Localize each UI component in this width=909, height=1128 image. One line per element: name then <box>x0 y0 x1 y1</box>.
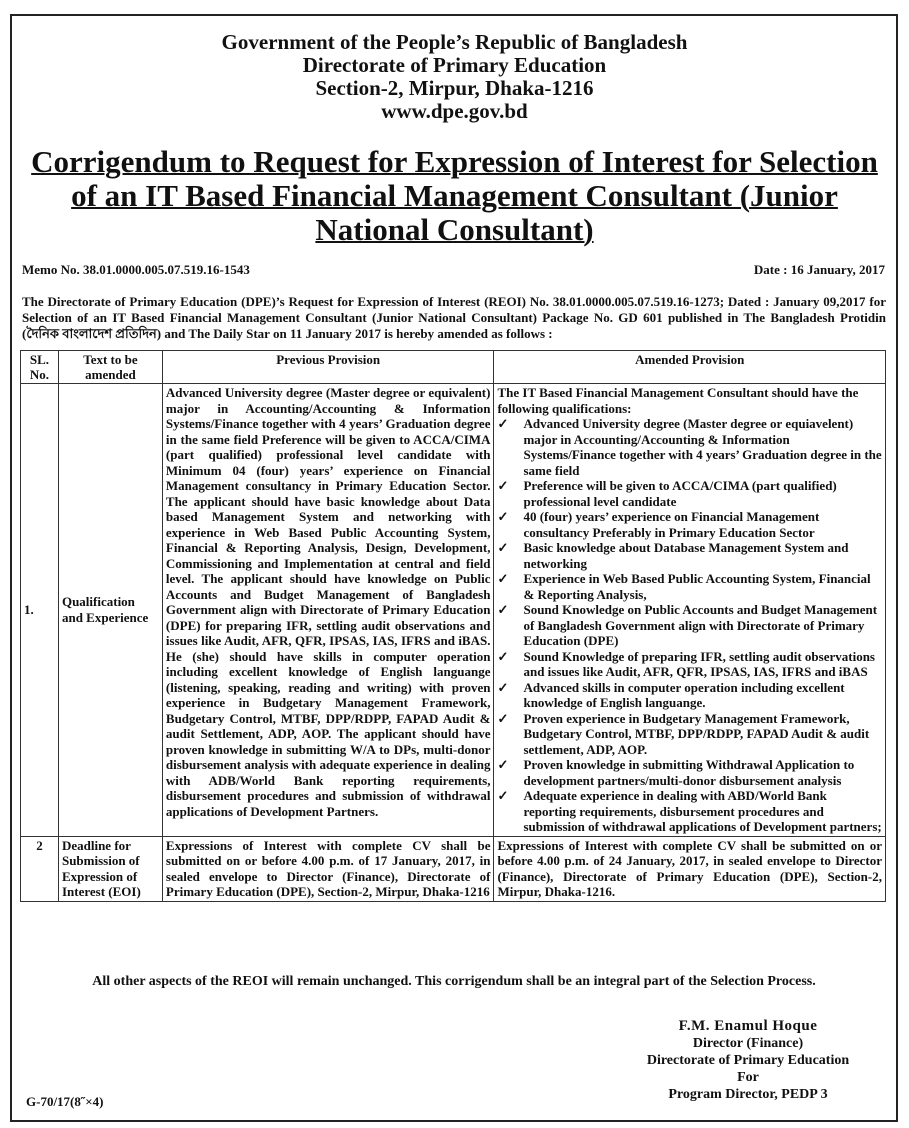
checkmark-icon: ✓ <box>497 648 509 664</box>
amended-item-text: Preference will be given to ACCA/CIMA (part qualified) professional level candidate <box>523 478 837 509</box>
row1-previous: Advanced University degree (Master degree or equivalent) major in Accounting/Accounting & Information Systems/Finance together with 4 years’ Graduation degree in the same field Preference will be given to ACCA/CIMA (part qualified) professional level candidate with Minimum 04 (four) years’ experience on Financial Management consultancy in Primary Education Sector. The applicant should have basic knowledge about Data based Management System and networking with experience in Web Based Public Accounting System, Financial & Reporting Analysis, Design, Development, Commissioning and Implementation at central and field level. The applicant should have knowledge on Public Accounts and Budget Management of Bangladesh Government align with Directorate of Primary Education (DPE) for preparing IFR, settling audit observations and issues like Audit, AFR, QFR, IPSAS, IAS, IFRS and iBAS. He (she) should have skills in computer operation including excellent knowledge of English languange (listening, speaking, reading and writing) with proven experience in Budgetary Management Framework, Budgetary Control, MTBF, DPP/RDPP, FAPAD Audit & audit Settlement, ADP, AOP. The applicant should have proven knowledge in submitting W/A to DPs, multi-donor disbursement analysis with adequate experience in dealing with ADB/World Bank reporting requirements, disbursement procedures and submission of withdrawal applications of Development Partners. <box>162 384 494 837</box>
intro-paragraph: The Directorate of Primary Education (DPE)’s Request for Expression of Interest (REOI) No. 38.01.0000.005.07.519.16-1273; Dated : January 09,2017 for Selection of an IT Based Financial Management Consultant (Junior National Consultant) Package No. GD 601 published in The Bangladesh Protidin (দৈনিক বাংলাদেশ প্রতিদিন) and The Daily Star on 11 January 2017 is hereby amended as follows : <box>22 294 886 341</box>
signatory-name: F.M. Enamul Hoque <box>678 1018 818 1034</box>
address-heading: Section-2, Mirpur, Dhaka-1216 <box>315 76 594 100</box>
amended-list-item <box>497 540 882 571</box>
checkmark-icon: ✓ <box>497 571 509 586</box>
row2-previous: Expressions of Interest with complete CV shall be submitted on or before 4.00 p.m. of 17 January, 2017, in sealed envelope to Director (Finance), Directorate of Primary Education (DPE), Section-2, Mirpur, Dhaka-1216 <box>162 836 494 901</box>
row2-text: Deadline for Submission of Expression of Interest (EOI) <box>58 836 162 901</box>
amended-list-item <box>497 571 882 602</box>
amended-list-item <box>497 757 882 788</box>
closing-statement: All other aspects of the REOI will remain unchanged. This corrigendum shall be an integral part of the Selection Process. <box>92 974 816 989</box>
amended-list-item <box>497 416 882 478</box>
header-previous: Previous Provision <box>162 351 494 384</box>
amended-list-item <box>497 649 882 680</box>
amendment-table <box>20 350 886 902</box>
row1-sl-text: 1. <box>24 602 34 617</box>
row1-amended <box>494 384 886 837</box>
checkmark-icon: ✓ <box>497 540 509 555</box>
table-header-row <box>21 351 886 384</box>
amended-list-item <box>497 602 882 649</box>
checkmark-icon: ✓ <box>497 602 509 617</box>
website-heading: www.dpe.gov.bd <box>381 99 528 123</box>
amended-item-text: Proven knowledge in submitting Withdrawal Application to development partners/multi-donor disbursement analysis <box>523 757 855 788</box>
table-row <box>21 836 886 901</box>
checkmark-icon: ✓ <box>497 788 509 803</box>
amended-item-text: Advanced University degree (Master degree or equiavelent) major in Accounting/Accounting & Information Systems/Finance together with 4 years’ Graduation degree in the same field <box>523 416 882 478</box>
row1-text-value: Qualification and Experience <box>61 594 149 625</box>
amended-list <box>497 416 882 835</box>
amended-intro: The IT Based Financial Management Consultant should have the following qualifications: <box>497 385 859 416</box>
amended-item-text: 40 (four) years’ experience on Financial Management consultancy Preferably in Primary Education Sector <box>523 509 820 540</box>
header-sl: SL. No. <box>21 351 59 384</box>
signatory-program: Program Director, PEDP 3 <box>668 1087 828 1102</box>
document-title: Corrigendum to Request for Expression of Interest for Selection of an IT Based Financial Management Consultant (Junior National Consultant) <box>31 144 878 247</box>
advert-code: G-70/17(8˝×4) <box>26 1094 104 1109</box>
govt-heading: Government of the People’s Republic of Bangladesh <box>221 30 688 54</box>
row1-sl <box>21 384 59 837</box>
amended-item-text: Sound Knowledge of preparing IFR, settling audit observations and issues like Audit, AFR, QFR, IPSAS, IAS, IFRS and iBAS <box>523 648 875 679</box>
row2-amended: Expressions of Interest with complete CV shall be submitted on or before 4.00 p.m. of 24 January, 2017, in sealed envelope to Director (Finance), Directorate of Primary Education (DPE), Section-2, Mirpur, Dhaka-1216. <box>494 836 886 901</box>
amended-list-item <box>497 788 882 835</box>
signature-block <box>613 1018 883 1103</box>
amended-item-text: Adequate experience in dealing with ABD/World Bank reporting requirements, disbursement procedures and submission of withdrawal applications of Development partners; <box>523 788 882 834</box>
amended-list-item <box>497 478 882 509</box>
signatory-for: For <box>737 1070 759 1085</box>
checkmark-icon: ✓ <box>497 679 509 695</box>
directorate-heading: Directorate of Primary Education <box>302 53 607 77</box>
checkmark-icon: ✓ <box>497 509 509 524</box>
amended-item-text: Sound Knowledge on Public Accounts and Budget Management of Bangladesh Government align with Directorate of Primary Education (DPE) <box>523 602 878 648</box>
amended-item-text: Basic knowledge about Database Management System and networking <box>523 540 849 571</box>
checkmark-icon: ✓ <box>497 416 509 431</box>
checkmark-icon: ✓ <box>497 478 509 493</box>
header-text: Text to be amended <box>58 351 162 384</box>
table-row <box>21 384 886 837</box>
signatory-designation: Director (Finance) <box>692 1036 804 1051</box>
amended-list-item <box>497 509 882 540</box>
memo-date: Date : 16 January, 2017 <box>753 262 885 277</box>
memo-number: Memo No. 38.01.0000.005.07.519.16-1543 <box>22 262 250 277</box>
checkmark-icon: ✓ <box>497 710 509 726</box>
amended-item-text: Proven experience in Budgetary Management Framework, Budgetary Control, MTBF, DPP/RDPP, FAPAD Audit & audit settlement, ADP, AOP. <box>523 710 870 757</box>
amended-item-text: Experience in Web Based Public Accounting System, Financial & Reporting Analysis, <box>523 571 871 602</box>
row2-sl: 2 <box>21 836 59 901</box>
signatory-office: Directorate of Primary Education <box>646 1053 850 1068</box>
amended-item-text: Advanced skills in computer operation including excellent knowledge of English languange. <box>523 679 845 710</box>
checkmark-icon: ✓ <box>497 757 509 772</box>
amended-list-item <box>497 680 882 711</box>
header-amended: Amended Provision <box>494 351 886 384</box>
row1-text <box>58 384 162 837</box>
amended-list-item <box>497 711 882 758</box>
